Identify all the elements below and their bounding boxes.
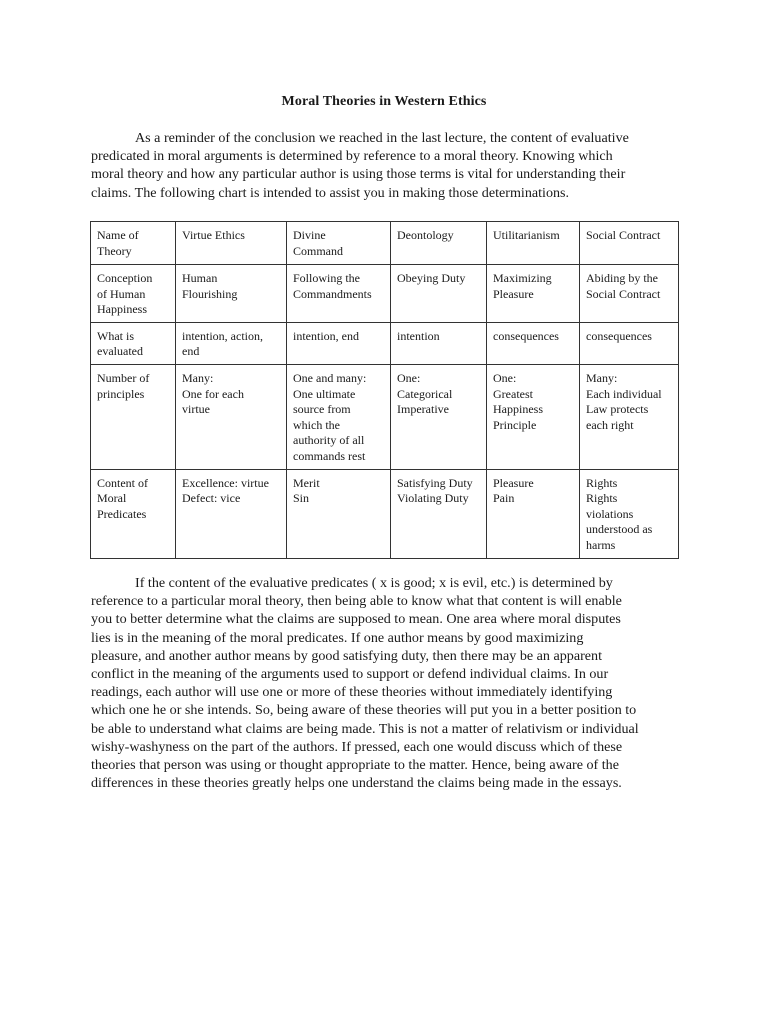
table-header-row [91,222,679,265]
cell-text: consequences [493,328,559,343]
cell-text: Happiness [97,302,147,317]
table-cell [391,469,487,558]
table-cell [287,265,391,323]
cell-text: understood as [586,522,653,537]
cell-text: authority of all [293,433,365,448]
table-cell [91,469,176,558]
cell-text: Deontology [397,228,454,242]
cell-text: which the [293,417,340,432]
table-cell [487,469,580,558]
intro-paragraph [91,129,679,202]
paragraph-line: which one he or she intends. So, being aware of these theories will put you in a better position to [91,702,637,719]
table-cell [580,364,679,469]
table-cell [176,322,287,364]
cell-text: One and many: [293,370,367,385]
cell-text: Pleasure [493,475,534,490]
cell-text: Happiness [493,402,543,417]
cell-text: Utilitarianism [493,228,560,242]
table-cell [287,222,391,265]
cell-text: Categorical [397,386,453,401]
cell-text: Many: [586,370,618,385]
cell-text: of Human [97,286,146,301]
cell-text: principles [97,386,145,401]
paragraph-line: reference to a particular moral theory, then being able to know what that content is will enable [91,593,622,610]
cell-text: Principle [493,417,537,432]
paragraph-line: claims. The following chart is intended to assist you in making those determinations. [91,184,570,201]
cell-text: intention [397,328,440,343]
cell-text: Social Contract [586,228,661,242]
table-cell [91,322,176,364]
cell-text: Command [293,243,343,258]
table-row [91,322,679,364]
cell-text: Flourishing [182,286,238,301]
paragraph-line: wishy-washyness on the part of the authors. If pressed, each one would discuss which of these [91,738,623,755]
cell-text: Social Contract [586,286,661,301]
moral-theories-table [90,221,679,559]
paragraph-line: moral theory and how any particular author is using those terms is vital for understanding their [91,166,626,183]
cell-text: Moral [97,491,127,506]
paragraph-line: conflict in the meaning of the arguments used to support or defend individual claims. In our [91,666,609,683]
cell-text: One ultimate [293,386,356,401]
cell-text: Sin [293,491,310,506]
table-cell [487,222,580,265]
cell-text: Imperative [397,402,449,417]
cell-text: Violating Duty [397,491,469,506]
table-cell [580,265,679,323]
cell-text: Predicates [97,506,147,521]
cell-text: consequences [586,328,652,343]
cell-text: Divine [293,228,326,242]
table-cell [176,469,287,558]
cell-text: Abiding by the [586,271,658,285]
table-cell [391,322,487,364]
table-cell [580,222,679,265]
cell-text: Maximizing [493,271,552,285]
paragraph-line: readings, each author will use one or more of these theories without immediately identifying [91,684,613,701]
paragraph-line: you to better determine what the claims are supposed to mean. One area where moral disputes [91,611,621,628]
table-cell [176,265,287,323]
cell-text: One for each [182,386,244,401]
paragraph-line: predicated in moral arguments is determined by reference to a moral theory. Knowing which [91,148,613,165]
cell-text: Excellence: virtue [182,475,269,490]
table-cell [391,265,487,323]
table-cell [391,222,487,265]
paragraph-line: differences in these theories greatly helps one understand the claims being made in the essays. [91,775,622,792]
cell-text: harms [586,537,616,552]
cell-text: One: [493,370,517,385]
cell-text: Virtue Ethics [182,228,245,242]
cell-text: source from [293,402,351,417]
paragraph-line: As a reminder of the conclusion we reached in the last lecture, the content of evaluative [135,130,629,146]
cell-text: Conception [97,271,153,285]
table-cell [580,469,679,558]
cell-text: Merit [293,475,320,490]
cell-text: Following the [293,271,361,285]
cell-text: What is [97,328,134,343]
cell-text: intention, action, [182,328,263,343]
cell-text: violations [586,506,634,521]
table-cell [176,222,287,265]
cell-text: commands rest [293,448,366,463]
table-cell [287,364,391,469]
table-cell [287,322,391,364]
table-cell [91,364,176,469]
table-row [91,364,679,469]
paragraph-line: If the content of the evaluative predicates ( x is good; x is evil, etc.) is determined by [135,575,613,591]
cell-text: each right [586,417,634,432]
table-cell [287,469,391,558]
cell-text: Obeying Duty [397,271,466,285]
cell-text: evaluated [97,344,143,359]
cell-text: Content of [97,475,148,490]
table-cell [91,222,176,265]
table-cell [580,322,679,364]
paragraph-line: theories that person was using or thought appropriate to the matter. Hence, being aware of the [91,757,619,774]
table-row [91,265,679,323]
cell-text: Satisfying Duty [397,475,473,490]
cell-text: Rights [586,475,618,490]
table-cell [487,322,580,364]
cell-text: Pleasure [493,286,534,301]
cell-text: Defect: vice [182,491,241,506]
cell-text: Name of [97,228,139,242]
table-cell [391,364,487,469]
cell-text: Rights [586,491,618,506]
cell-text: One: [397,370,421,385]
cell-text: Each individual [586,386,662,401]
cell-text: Theory [97,243,132,258]
cell-text: Number of [97,370,150,385]
cell-text: intention, end [293,328,359,343]
table-cell [176,364,287,469]
cell-text: Greatest [493,386,533,401]
body-paragraph [91,574,679,792]
paragraph-line: lies is in the meaning of the moral predicates. If one author means by good maximizing [91,629,584,646]
table-cell [487,265,580,323]
table-cell [487,364,580,469]
table-row [91,469,679,558]
paragraph-line: be able to understand what claims are being made. This is not a matter of relativism or individual [91,720,639,737]
cell-text: end [182,344,200,359]
cell-text: Pain [493,491,515,506]
cell-text: Law protects [586,402,649,417]
paragraph-line: pleasure, and another author means by good satisfying duty, then there may be an apparent [91,647,602,664]
cell-text: Commandments [293,286,372,301]
cell-text: Many: [182,370,214,385]
cell-text: virtue [182,402,210,417]
document-title: Moral Theories in Western Ethics [281,94,487,109]
table-cell [91,265,176,323]
cell-text: Human [182,271,218,285]
